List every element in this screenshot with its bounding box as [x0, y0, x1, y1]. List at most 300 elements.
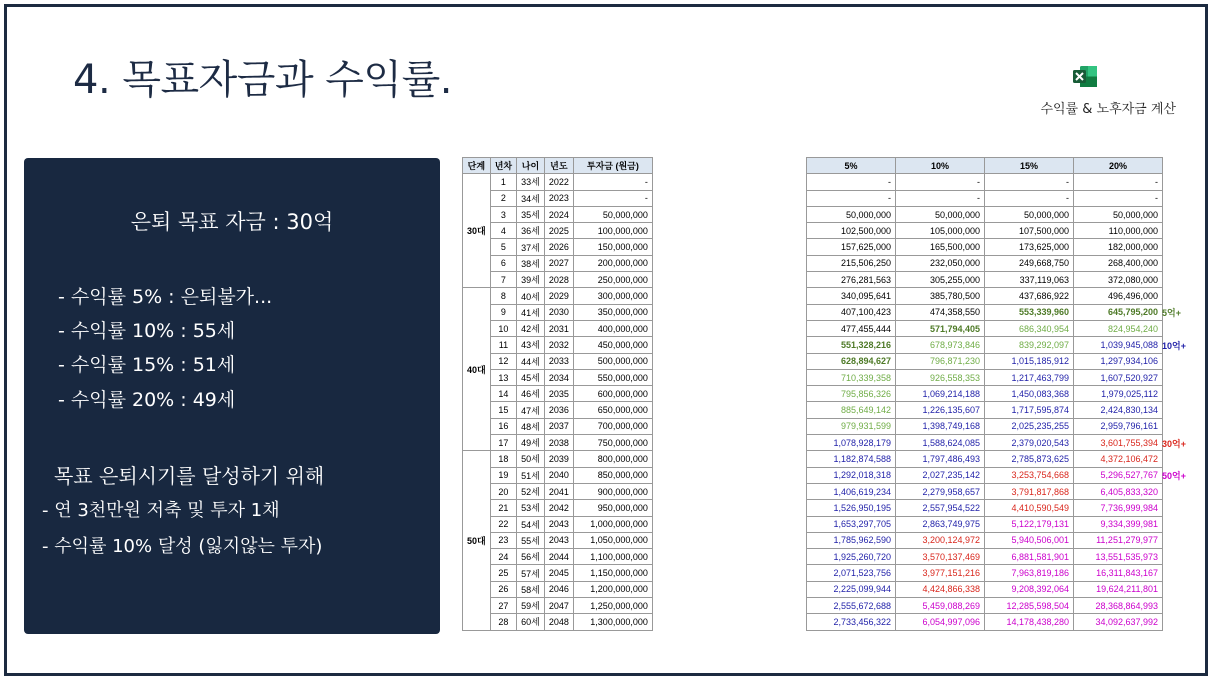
table-cell: 3 [490, 206, 516, 222]
investment-table [462, 157, 653, 631]
age-group-cell: 40대 [463, 288, 491, 451]
table-cell: 500,000,000 [573, 353, 652, 369]
table-cell: 5 [490, 239, 516, 255]
value-cell: 4,372,106,472 [1074, 451, 1163, 467]
table-row [463, 190, 653, 206]
table-row [463, 402, 653, 418]
table-cell: 46세 [517, 386, 545, 402]
table-cell: 2024 [544, 206, 573, 222]
table-row [807, 418, 1163, 434]
table-row [807, 369, 1163, 385]
table-row [463, 255, 653, 271]
table-cell: 47세 [517, 402, 545, 418]
table-cell: 900,000,000 [573, 483, 652, 499]
table-cell: 2045 [544, 565, 573, 581]
table-cell: 59세 [517, 598, 545, 614]
value-cell: 249,668,750 [985, 255, 1074, 271]
goal-text: 은퇴 목표 자금 : 30억 [130, 210, 334, 234]
table-cell: 49세 [517, 435, 545, 451]
value-cell: 2,733,456,322 [807, 614, 896, 630]
table-row [807, 483, 1163, 499]
value-cell: 165,500,000 [896, 239, 985, 255]
value-cell: 2,279,958,657 [896, 483, 985, 499]
age-group-cell: 50대 [463, 451, 491, 630]
value-cell: 1,526,950,195 [807, 500, 896, 516]
value-cell: 2,557,954,522 [896, 500, 985, 516]
value-cell: 6,054,997,096 [896, 614, 985, 630]
table-cell: 2025 [544, 223, 573, 239]
table-cell: 1,050,000,000 [573, 532, 652, 548]
table-cell: 38세 [517, 255, 545, 271]
value-cell: 2,959,796,161 [1074, 418, 1163, 434]
table-cell: 8 [490, 288, 516, 304]
value-cell: 2,785,873,625 [985, 451, 1074, 467]
table-cell: 53세 [517, 500, 545, 516]
value-cell: 2,025,235,255 [985, 418, 1074, 434]
table-row [807, 451, 1163, 467]
value-cell: 2,225,099,944 [807, 581, 896, 597]
value-cell: 1,069,214,188 [896, 386, 985, 402]
table-cell: 2042 [544, 500, 573, 516]
milestone-marker: 5억+ [1162, 308, 1181, 319]
table-cell: 2047 [544, 598, 573, 614]
rate-header: 5% [807, 158, 896, 174]
value-cell: 1,039,945,088 [1074, 337, 1163, 353]
milestone-marker: 30억+ [1162, 438, 1186, 449]
table-cell: 2035 [544, 386, 573, 402]
table-cell: 15 [490, 402, 516, 418]
table-cell: 1,100,000,000 [573, 549, 652, 565]
table-row [807, 223, 1163, 239]
value-cell: 2,027,235,142 [896, 467, 985, 483]
table-row [463, 435, 653, 451]
value-cell: 12,285,598,504 [985, 598, 1074, 614]
table-row [463, 223, 653, 239]
table-cell: 1,000,000,000 [573, 516, 652, 532]
value-cell: 337,119,063 [985, 272, 1074, 288]
table-cell: 58세 [517, 581, 545, 597]
value-cell: 1,078,928,179 [807, 435, 896, 451]
value-cell: 9,334,399,981 [1074, 516, 1163, 532]
table-row [463, 386, 653, 402]
table-cell: 250,000,000 [573, 272, 652, 288]
value-cell: 3,601,755,394 [1074, 435, 1163, 451]
table-cell: 100,000,000 [573, 223, 652, 239]
value-cell: 926,558,353 [896, 369, 985, 385]
table-row [807, 500, 1163, 516]
table-row [807, 304, 1163, 320]
table-cell: 2041 [544, 483, 573, 499]
table-row [807, 255, 1163, 271]
column-header: 단계 [463, 158, 491, 174]
table-row [463, 500, 653, 516]
table-row [807, 239, 1163, 255]
value-cell: 3,791,817,868 [985, 483, 1074, 499]
value-cell: 1,406,619,234 [807, 483, 896, 499]
table-cell: 60세 [517, 614, 545, 630]
value-cell: 2,071,523,756 [807, 565, 896, 581]
table-cell: 10 [490, 320, 516, 336]
value-cell: 4,424,866,338 [896, 581, 985, 597]
table-cell: 26 [490, 581, 516, 597]
table-cell: 2043 [544, 516, 573, 532]
rate-header: 10% [896, 158, 985, 174]
value-cell: 1,797,486,493 [896, 451, 985, 467]
table-cell: 50세 [517, 451, 545, 467]
table-row [463, 206, 653, 222]
rate-line: - 수익률 15% : 51세 [58, 354, 236, 376]
value-cell: 14,178,438,280 [985, 614, 1074, 630]
value-cell: 1,653,297,705 [807, 516, 896, 532]
table-row [807, 532, 1163, 548]
value-cell: 1,785,962,590 [807, 532, 896, 548]
table-cell: 42세 [517, 320, 545, 336]
table-cell: 57세 [517, 565, 545, 581]
value-cell: 28,368,864,993 [1074, 598, 1163, 614]
value-cell: 885,649,142 [807, 402, 896, 418]
age-group-cell: 30대 [463, 174, 491, 288]
table-cell: 350,000,000 [573, 304, 652, 320]
table-row [807, 206, 1163, 222]
table-cell: 23 [490, 532, 516, 548]
table-cell: 2043 [544, 532, 573, 548]
table-cell: 2027 [544, 255, 573, 271]
table-cell: 2026 [544, 239, 573, 255]
table-row [463, 353, 653, 369]
table-cell: 400,000,000 [573, 320, 652, 336]
table-row [807, 402, 1163, 418]
value-cell: 1,588,624,085 [896, 435, 985, 451]
value-cell: 1,607,520,927 [1074, 369, 1163, 385]
value-cell: 979,931,599 [807, 418, 896, 434]
table-row [807, 353, 1163, 369]
table-row [807, 288, 1163, 304]
table-cell: 2 [490, 190, 516, 206]
table-cell: 2029 [544, 288, 573, 304]
value-cell: 215,506,250 [807, 255, 896, 271]
table-row [807, 190, 1163, 206]
table-cell: - [573, 190, 652, 206]
value-cell: - [985, 174, 1074, 190]
value-cell: 50,000,000 [896, 206, 985, 222]
table-row [463, 467, 653, 483]
table-row [807, 337, 1163, 353]
table-cell: 9 [490, 304, 516, 320]
table-cell: 550,000,000 [573, 369, 652, 385]
table-cell: 39세 [517, 272, 545, 288]
table-cell: 20 [490, 483, 516, 499]
excel-label[interactable]: 수익률 & 노후자금 계산 [1040, 102, 1176, 117]
table-cell: 1,300,000,000 [573, 614, 652, 630]
value-cell: - [1074, 190, 1163, 206]
excel-icon[interactable] [1073, 66, 1097, 87]
value-cell: 2,379,020,543 [985, 435, 1074, 451]
table-cell: 40세 [517, 288, 545, 304]
rate-header: 20% [1074, 158, 1163, 174]
return-table [806, 157, 1163, 631]
value-cell: 407,100,423 [807, 304, 896, 320]
table-cell: 56세 [517, 549, 545, 565]
value-cell: 157,625,000 [807, 239, 896, 255]
table-cell: 2022 [544, 174, 573, 190]
table-cell: 51세 [517, 467, 545, 483]
value-cell: 474,358,550 [896, 304, 985, 320]
value-cell: 276,281,563 [807, 272, 896, 288]
table-cell: 28 [490, 614, 516, 630]
table-cell: 750,000,000 [573, 435, 652, 451]
table-cell: 37세 [517, 239, 545, 255]
value-cell: 173,625,000 [985, 239, 1074, 255]
table-cell: 150,000,000 [573, 239, 652, 255]
value-cell: 107,500,000 [985, 223, 1074, 239]
value-cell: 2,863,749,975 [896, 516, 985, 532]
table-row [463, 614, 653, 630]
table-row [807, 320, 1163, 336]
column-header: 나이 [517, 158, 545, 174]
value-cell: 1,297,934,106 [1074, 353, 1163, 369]
value-cell: 3,977,151,216 [896, 565, 985, 581]
summary-panel [24, 158, 440, 634]
value-cell: 105,000,000 [896, 223, 985, 239]
strategy-heading: 목표 은퇴시기를 달성하기 위해 [54, 464, 325, 488]
table-cell: 18 [490, 451, 516, 467]
value-cell: 839,292,097 [985, 337, 1074, 353]
value-cell: 645,795,200 [1074, 304, 1163, 320]
value-cell: 268,400,000 [1074, 255, 1163, 271]
table-row [463, 581, 653, 597]
table-row [463, 174, 653, 190]
table-cell: 2032 [544, 337, 573, 353]
column-header: 년차 [490, 158, 516, 174]
table-cell: 52세 [517, 483, 545, 499]
table-cell: 2036 [544, 402, 573, 418]
table-row [463, 532, 653, 548]
value-cell: 796,871,230 [896, 353, 985, 369]
value-cell: 1,217,463,799 [985, 369, 1074, 385]
table-cell: 2039 [544, 451, 573, 467]
table-cell: 25 [490, 565, 516, 581]
table-row [807, 581, 1163, 597]
table-cell: - [573, 174, 652, 190]
table-cell: 27 [490, 598, 516, 614]
table-cell: 2048 [544, 614, 573, 630]
value-cell: 305,255,000 [896, 272, 985, 288]
table-cell: 35세 [517, 206, 545, 222]
table-cell: 48세 [517, 418, 545, 434]
table-cell: 14 [490, 386, 516, 402]
rate-line: - 수익률 5% : 은퇴불가... [58, 286, 273, 308]
value-cell: 3,200,124,972 [896, 532, 985, 548]
table-row [463, 451, 653, 467]
value-cell: 1,717,595,874 [985, 402, 1074, 418]
table-row [807, 174, 1163, 190]
rate-line: - 수익률 20% : 49세 [58, 389, 236, 411]
table-cell: 22 [490, 516, 516, 532]
table-cell: 44세 [517, 353, 545, 369]
value-cell: 7,736,999,984 [1074, 500, 1163, 516]
value-cell: 551,328,216 [807, 337, 896, 353]
table-cell: 2033 [544, 353, 573, 369]
value-cell: 477,455,444 [807, 320, 896, 336]
table-cell: 850,000,000 [573, 467, 652, 483]
table-row [807, 598, 1163, 614]
value-cell: 102,500,000 [807, 223, 896, 239]
value-cell: 50,000,000 [985, 206, 1074, 222]
table-cell: 2046 [544, 581, 573, 597]
value-cell: 3,253,754,668 [985, 467, 1074, 483]
table-row [807, 467, 1163, 483]
table-row [463, 337, 653, 353]
value-cell: - [807, 190, 896, 206]
value-cell: 1,292,018,318 [807, 467, 896, 483]
table-cell: 50,000,000 [573, 206, 652, 222]
table-cell: 200,000,000 [573, 255, 652, 271]
value-cell: - [896, 190, 985, 206]
value-cell: 4,410,590,549 [985, 500, 1074, 516]
table-cell: 17 [490, 435, 516, 451]
table-row [463, 304, 653, 320]
value-cell: 340,095,641 [807, 288, 896, 304]
value-cell: 553,339,960 [985, 304, 1074, 320]
slide-title: 4. 목표자금과 수익률. [73, 57, 452, 103]
value-cell: 571,794,405 [896, 320, 985, 336]
value-cell: 628,894,627 [807, 353, 896, 369]
table-cell: 2034 [544, 369, 573, 385]
value-cell: 110,000,000 [1074, 223, 1163, 239]
value-cell: 385,780,500 [896, 288, 985, 304]
table-cell: 43세 [517, 337, 545, 353]
table-cell: 4 [490, 223, 516, 239]
value-cell: 50,000,000 [1074, 206, 1163, 222]
column-header: 투자금 (원금) [573, 158, 652, 174]
table-row [807, 614, 1163, 630]
value-cell: 6,881,581,901 [985, 549, 1074, 565]
rate-line: - 수익률 10% : 55세 [58, 320, 236, 342]
value-cell: 5,940,506,001 [985, 532, 1074, 548]
value-cell: 795,856,326 [807, 386, 896, 402]
value-cell: 710,339,358 [807, 369, 896, 385]
value-cell: 372,080,000 [1074, 272, 1163, 288]
table-cell: 1,150,000,000 [573, 565, 652, 581]
value-cell: 5,459,088,269 [896, 598, 985, 614]
table-row [463, 239, 653, 255]
milestone-marker: 50억+ [1162, 471, 1186, 482]
value-cell: 34,092,637,992 [1074, 614, 1163, 630]
table-cell: 19 [490, 467, 516, 483]
rate-header: 15% [985, 158, 1074, 174]
value-cell: - [807, 174, 896, 190]
value-cell: - [896, 174, 985, 190]
table-row [463, 288, 653, 304]
table-row [463, 369, 653, 385]
value-cell: 5,296,527,767 [1074, 467, 1163, 483]
table-cell: 54세 [517, 516, 545, 532]
table-row [463, 418, 653, 434]
table-cell: 24 [490, 549, 516, 565]
table-cell: 16 [490, 418, 516, 434]
table-cell: 11 [490, 337, 516, 353]
table-row [807, 435, 1163, 451]
table-row [463, 483, 653, 499]
value-cell: 16,311,843,167 [1074, 565, 1163, 581]
value-cell: 1,182,874,588 [807, 451, 896, 467]
value-cell: 7,963,819,186 [985, 565, 1074, 581]
table-cell: 41세 [517, 304, 545, 320]
table-row [807, 272, 1163, 288]
table-cell: 2031 [544, 320, 573, 336]
table-row [807, 516, 1163, 532]
value-cell: 9,208,392,064 [985, 581, 1074, 597]
value-cell: 1,979,025,112 [1074, 386, 1163, 402]
table-cell: 2037 [544, 418, 573, 434]
table-cell: 1,250,000,000 [573, 598, 652, 614]
value-cell: 1,398,749,168 [896, 418, 985, 434]
table-cell: 1 [490, 174, 516, 190]
value-cell: - [985, 190, 1074, 206]
table-cell: 600,000,000 [573, 386, 652, 402]
strategy-point: - 연 3천만원 저축 및 투자 1채 [42, 500, 280, 521]
table-cell: 2040 [544, 467, 573, 483]
table-row [807, 549, 1163, 565]
table-row [463, 320, 653, 336]
table-cell: 2044 [544, 549, 573, 565]
strategy-point: - 수익률 10% 달성 (잃지않는 투자) [42, 536, 323, 557]
table-cell: 33세 [517, 174, 545, 190]
table-row [463, 549, 653, 565]
table-cell: 2030 [544, 304, 573, 320]
value-cell: 19,624,211,801 [1074, 581, 1163, 597]
table-row [807, 386, 1163, 402]
table-cell: 2038 [544, 435, 573, 451]
table-cell: 2023 [544, 190, 573, 206]
table-cell: 45세 [517, 369, 545, 385]
table-row [463, 516, 653, 532]
value-cell: 1,015,185,912 [985, 353, 1074, 369]
value-cell: - [1074, 174, 1163, 190]
table-cell: 12 [490, 353, 516, 369]
value-cell: 2,424,830,134 [1074, 402, 1163, 418]
table-cell: 34세 [517, 190, 545, 206]
table-cell: 13 [490, 369, 516, 385]
table-cell: 950,000,000 [573, 500, 652, 516]
value-cell: 1,450,083,368 [985, 386, 1074, 402]
value-cell: 182,000,000 [1074, 239, 1163, 255]
value-cell: 13,551,535,973 [1074, 549, 1163, 565]
value-cell: 6,405,833,320 [1074, 483, 1163, 499]
value-cell: 496,496,000 [1074, 288, 1163, 304]
value-cell: 11,251,279,977 [1074, 532, 1163, 548]
table-row [807, 565, 1163, 581]
value-cell: 1,925,260,720 [807, 549, 896, 565]
value-cell: 686,340,954 [985, 320, 1074, 336]
table-cell: 6 [490, 255, 516, 271]
table-cell: 55세 [517, 532, 545, 548]
table-cell: 650,000,000 [573, 402, 652, 418]
table-cell: 21 [490, 500, 516, 516]
table-cell: 7 [490, 272, 516, 288]
table-cell: 800,000,000 [573, 451, 652, 467]
table-cell: 36세 [517, 223, 545, 239]
value-cell: 5,122,179,131 [985, 516, 1074, 532]
value-cell: 1,226,135,607 [896, 402, 985, 418]
value-cell: 824,954,240 [1074, 320, 1163, 336]
table-cell: 450,000,000 [573, 337, 652, 353]
table-cell: 300,000,000 [573, 288, 652, 304]
value-cell: 3,570,137,469 [896, 549, 985, 565]
table-row [463, 565, 653, 581]
value-cell: 2,555,672,688 [807, 598, 896, 614]
table-row [463, 272, 653, 288]
